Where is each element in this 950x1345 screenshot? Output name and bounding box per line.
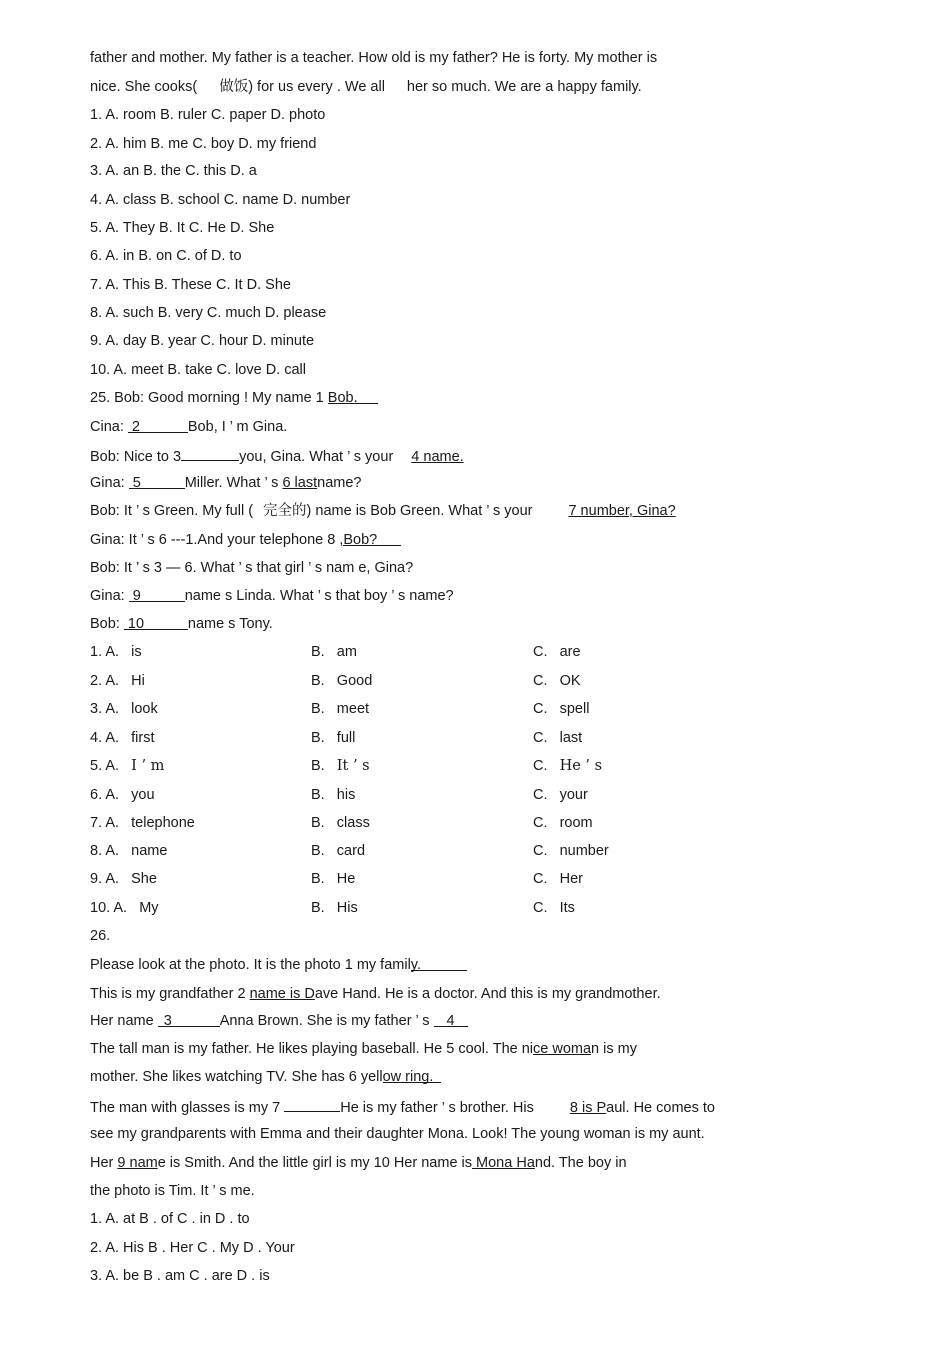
mc25-q1-b: B. am — [311, 644, 357, 660]
mc25-q1-c: C. are — [533, 644, 581, 660]
passage-text: e is Smith. And the little girl is my 10 Her name is — [157, 1155, 473, 1171]
dialog25-line4 — [90, 474, 361, 492]
mc25-q8-b: B. card — [311, 843, 366, 859]
mc1-question-8: 8. A. such B. very C. much D. please — [90, 305, 327, 321]
mc25-q7-c: C. room — [533, 815, 593, 831]
underlined-text: 8 is P — [569, 1100, 607, 1116]
dialog25-line2 — [90, 418, 287, 436]
mc25-q5-b: B. It ’ s — [311, 758, 370, 774]
dialog-text: ) name is Bob Green. What ’ s your — [306, 503, 533, 519]
passage26-line7: see my grandparents with Emma and their daughter Mona. Look! The young woman is my aunt. — [90, 1126, 705, 1142]
passage26-line2 — [90, 985, 661, 1003]
answer-blank — [284, 1097, 340, 1112]
dialog-text: name s Linda. What ’ s that boy ’ s name? — [184, 588, 454, 604]
answer-blank: 3 — [158, 1012, 220, 1027]
passage26-line8 — [90, 1154, 627, 1172]
mc25-q6-c: C. your — [533, 787, 588, 803]
dialog-text: name s Tony. — [187, 616, 273, 632]
answer-blank: 9 — [129, 587, 185, 602]
passage-text: Her name — [90, 1013, 154, 1029]
answer-blank: Bob. — [328, 389, 378, 404]
mc25-q8-c: C. number — [533, 843, 609, 859]
mc25-q10-b: B. His — [311, 900, 358, 916]
mc25-q6-a: 6. A. you — [90, 787, 155, 803]
mc25-q4-c: C. last — [533, 730, 583, 746]
mc25-q1-a: 1. A. is — [90, 644, 142, 660]
mc25-q5-a: 5. A. I ’ m — [90, 758, 165, 774]
answer-blank: ow ring. — [383, 1068, 441, 1083]
mc25-q5-c: C. He ’ s — [533, 758, 603, 774]
passage-text: mother. She likes watching TV. She has 6 yell — [90, 1069, 383, 1085]
chinese-gloss-cook: 做饭 — [219, 79, 249, 95]
passage26-line3 — [90, 1012, 468, 1030]
passage-text: n is my — [591, 1041, 637, 1057]
answer-blank — [181, 446, 239, 461]
mc1-question-4: 4. A. class B. school C. name D. number — [90, 192, 351, 208]
underlined-text: Mona Ha — [472, 1155, 535, 1171]
passage-text: The man with glasses is my 7 — [90, 1100, 281, 1116]
dialog-text: you, Gina. What ’ s your — [239, 449, 394, 465]
dialog25-line7: Bob: It ’ s 3 — 6. What ’ s that girl ’ s nam e, Gina? — [90, 560, 414, 576]
passage1-line2-end: her so much. We are a happy family. — [406, 79, 642, 95]
speaker-label: Gina: — [90, 588, 125, 604]
chinese-gloss-full: 完全的 — [263, 503, 307, 519]
mc26-question-3: 3. A. be B . am C . are D . is — [90, 1268, 270, 1284]
passage-text: Anna Brown. She is my father ’ s — [219, 1013, 430, 1029]
mc25-q4-a: 4. A. first — [90, 730, 155, 746]
underlined-text: name is D — [249, 986, 315, 1002]
passage-text: He is my father ’ s brother. His — [340, 1100, 534, 1116]
dialog25-line6 — [90, 531, 401, 549]
dialog25-line3 — [90, 446, 464, 466]
dialog-text: 25. Bob: Good morning ! My name 1 — [90, 390, 324, 406]
passage-text: This is my grandfather 2 — [90, 986, 250, 1002]
passage1-line2-start: nice. She cooks( — [90, 79, 198, 95]
mc26-question-2: 2. A. His B . Her C . My D . Your — [90, 1240, 295, 1256]
passage26-line6 — [90, 1097, 715, 1117]
passage26-line1 — [90, 956, 467, 974]
underlined-text: 6 last — [282, 475, 318, 491]
mc25-q6-b: B. his — [311, 787, 356, 803]
mc1-question-10: 10. A. meet B. take C. love D. call — [90, 362, 306, 378]
passage1-line2-mid: ) for us every . We all — [248, 79, 385, 95]
mc1-question-2: 2. A. him B. me C. boy D. my friend — [90, 136, 317, 152]
underlined-text: 4 name. — [411, 449, 464, 465]
speaker-label: Gina: — [90, 475, 125, 491]
section-26-number: 26. — [90, 928, 111, 944]
dialog25-line1 — [90, 389, 378, 407]
mc25-q3-b: B. meet — [311, 701, 370, 717]
speaker-label: Bob: — [90, 616, 120, 632]
underlined-text: 7 number, Gina? — [568, 503, 676, 519]
passage26-line9: the photo is Tim. It ’ s me. — [90, 1183, 255, 1199]
underlined-text: ce woma — [533, 1041, 592, 1057]
mc25-q9-a: 9. A. She — [90, 871, 157, 887]
passage-text: nd. The boy in — [534, 1155, 627, 1171]
dialog-text: name? — [317, 475, 362, 491]
answer-blank: 5 — [129, 474, 185, 489]
speaker-label: Cina: — [90, 419, 124, 435]
mc1-question-6: 6. A. in B. on C. of D. to — [90, 248, 242, 264]
dialog-text: Gina: It ’ s 6 ---1.And your telephone 8 , — [90, 532, 344, 548]
mc25-q2-b: B. Good — [311, 673, 373, 689]
passage-text: Her — [90, 1155, 114, 1171]
passage-text: Please look at the photo. It is the photo 1 my famil — [90, 957, 411, 973]
dialog-text: Miller. What ’ s — [184, 475, 279, 491]
dialog25-line5 — [90, 502, 676, 520]
dialog-text: Bob: Nice to 3 — [90, 449, 182, 465]
answer-blank: Bob? — [343, 531, 401, 546]
mc25-q10-a: 10. A. My — [90, 900, 159, 916]
passage26-line4 — [90, 1040, 637, 1058]
dialog25-line9 — [90, 615, 273, 633]
mc1-question-3: 3. A. an B. the C. this D. a — [90, 163, 257, 179]
mc25-q2-c: C. OK — [533, 673, 581, 689]
mc25-q3-a: 3. A. look — [90, 701, 158, 717]
dialog25-line8 — [90, 587, 454, 605]
mc25-q10-c: C. Its — [533, 900, 575, 916]
mc25-q9-b: B. He — [311, 871, 356, 887]
mc25-q9-c: C. Her — [533, 871, 583, 887]
dialog-text: Bob: It ’ s Green. My full ( — [90, 503, 254, 519]
mc1-question-9: 9. A. day B. year C. hour D. minute — [90, 333, 315, 349]
mc25-q7-b: B. class — [311, 815, 370, 831]
mc25-q4-b: B. full — [311, 730, 356, 746]
mc1-question-1: 1. A. room B. ruler C. paper D. photo — [90, 107, 326, 123]
passage-text: The tall man is my father. He likes playing baseball. He 5 cool. The ni — [90, 1041, 534, 1057]
mc1-question-5: 5. A. They B. It C. He D. She — [90, 220, 275, 236]
mc25-q7-a: 7. A. telephone — [90, 815, 195, 831]
mc26-question-1: 1. A. at B . of C . in D . to — [90, 1211, 250, 1227]
answer-blank: 10 — [124, 615, 188, 630]
mc1-question-7: 7. A. This B. These C. It D. She — [90, 277, 291, 293]
passage-text: ave Hand. He is a doctor. And this is my grandmother. — [314, 986, 661, 1002]
mc25-q3-c: C. spell — [533, 701, 590, 717]
answer-blank: 4 — [434, 1012, 468, 1027]
answer-blank: y. — [411, 956, 467, 971]
dialog-text: Bob, I ’ m Gina. — [187, 419, 288, 435]
answer-blank: 2 — [128, 418, 188, 433]
mc25-q2-a: 2. A. Hi — [90, 673, 145, 689]
passage1-line2 — [90, 78, 642, 96]
mc25-q8-a: 8. A. name — [90, 843, 168, 859]
passage-text: aul. He comes to — [606, 1100, 715, 1116]
underlined-text: 9 nam — [117, 1155, 158, 1171]
passage26-line5 — [90, 1068, 441, 1086]
passage1-line1: father and mother. My father is a teacher. How old is my father? He is forty. My mother is — [90, 50, 658, 66]
